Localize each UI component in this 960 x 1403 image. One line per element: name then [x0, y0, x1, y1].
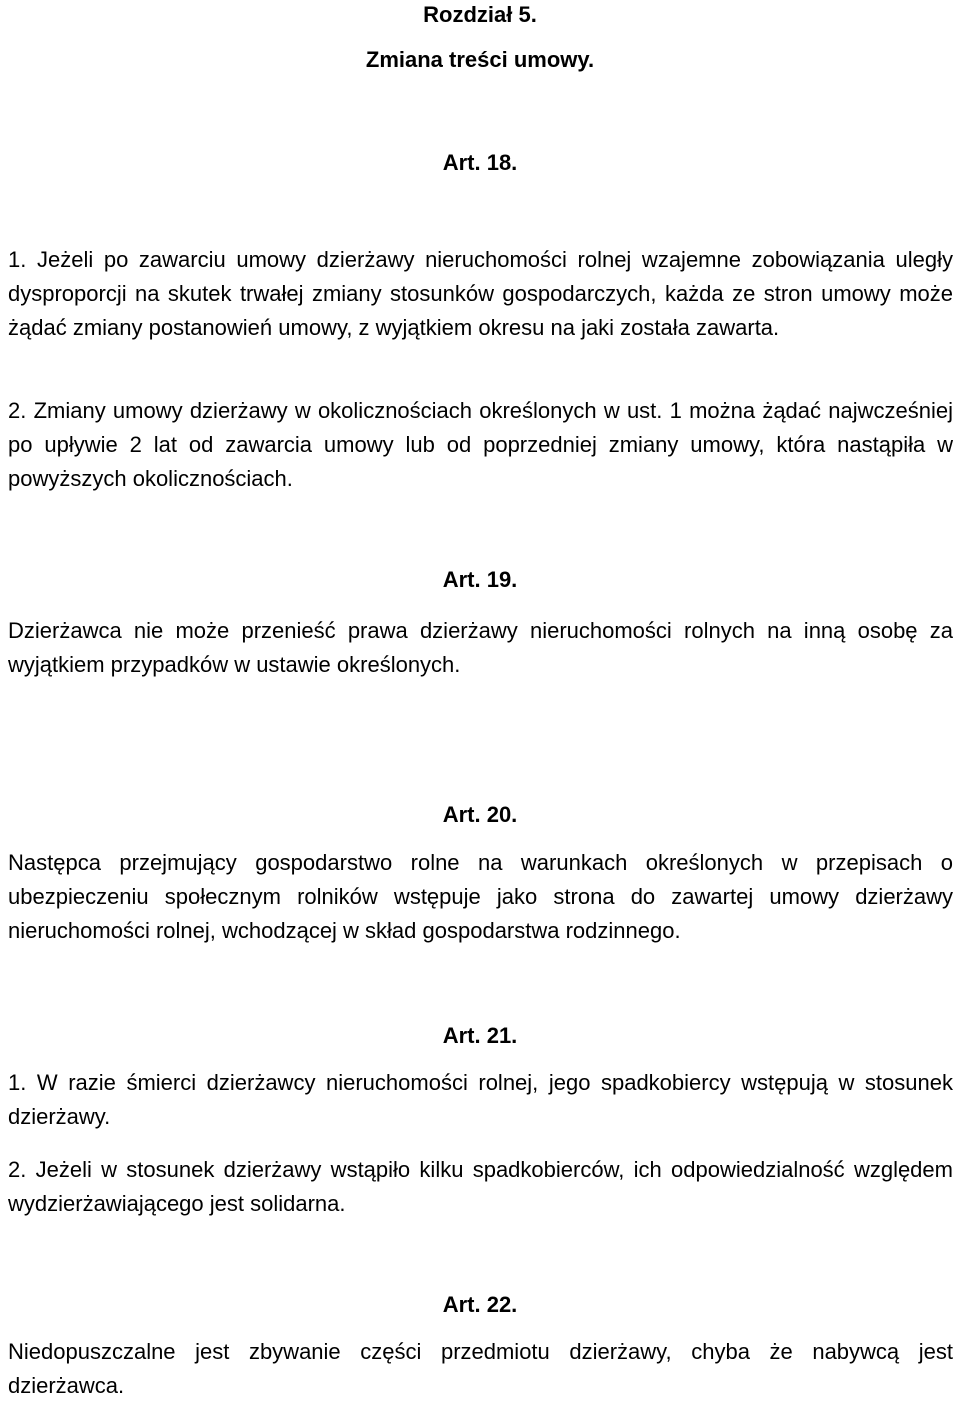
- paragraph-number: 1.: [8, 1070, 27, 1095]
- paragraph-text: Następca przejmujący gospodarstwo rolne na warunkach określonych w przepisach o ubezpieczeniu społecznym rolników wstępuje jako strona do zawartej umowy dzierżawy nieruchomości rolnej, wchodzącej w skład gospodarstwa rodzinnego.: [8, 850, 953, 943]
- article-19-paragraph: [8, 614, 953, 682]
- article-21-paragraph-2: [8, 1153, 953, 1221]
- paragraph-text: Dzierżawca nie może przenieść prawa dzierżawy nieruchomości rolnych na inną osobę za wyjątkiem przypadków w ustawie określonych.: [8, 618, 953, 677]
- article-22-paragraph: [8, 1335, 953, 1403]
- chapter-subtitle: Zmiana treści umowy.: [365, 47, 595, 72]
- article-21-paragraph-1: [8, 1066, 953, 1134]
- article-22-heading: Art. 22.: [442, 1292, 518, 1317]
- paragraph-text: Zmiany umowy dzierżawy w okolicznościach określonych w ust. 1 można żądać najwcześniej po upływie 2 lat od zawarcia umowy lub od poprzedniej zmiany umowy, która nastąpiła w powyższych okolicznościach.: [8, 398, 953, 491]
- paragraph-number: 1.: [8, 247, 27, 272]
- chapter-title: Rozdział 5.: [423, 2, 537, 27]
- paragraph-number: 2.: [8, 1157, 27, 1182]
- paragraph-number: 2.: [8, 398, 27, 423]
- article-18-paragraph-2: [8, 394, 953, 496]
- paragraph-text: Jeżeli po zawarciu umowy dzierżawy nieruchomości rolnej wzajemne zobowiązania uległy dysproporcji na skutek trwałej zmiany stosunków gospodarczych, każda ze stron umowy może żądać zmiany postanowień umowy, z wyjątkiem okresu na jaki została zawarta.: [8, 247, 953, 340]
- paragraph-text: Jeżeli w stosunek dzierżawy wstąpiło kilku spadkobierców, ich odpowiedzialność względem wydzierżawiającego jest solidarna.: [8, 1157, 953, 1216]
- paragraph-text: Niedopuszczalne jest zbywanie części przedmiotu dzierżawy, chyba że nabywcą jest dzierżawca.: [8, 1339, 953, 1398]
- article-20-heading: Art. 20.: [442, 802, 518, 827]
- article-18-heading: Art. 18.: [442, 150, 518, 175]
- article-20-paragraph: [8, 846, 953, 948]
- article-19-heading: Art. 19.: [442, 567, 518, 592]
- article-21-heading: Art. 21.: [442, 1023, 518, 1048]
- paragraph-text: W razie śmierci dzierżawcy nieruchomości rolnej, jego spadkobiercy wstępują w stosunek dzierżawy.: [8, 1070, 953, 1129]
- article-18-paragraph-1: [8, 243, 953, 345]
